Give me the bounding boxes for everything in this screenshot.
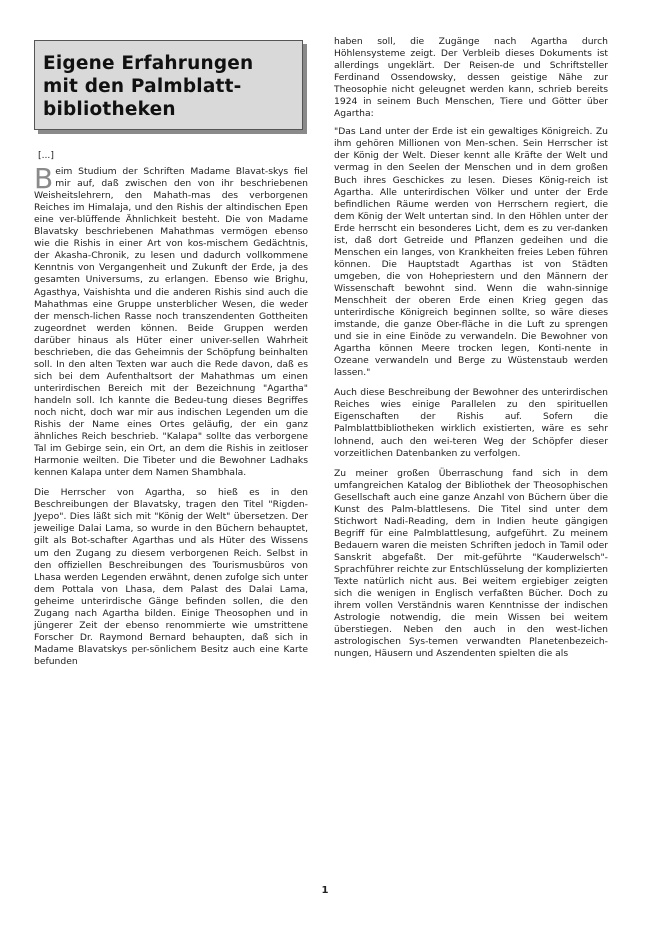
article-title: Eigene Erfahrungen mit den Palmblatt-bibliotheken — [43, 53, 254, 120]
page-number: 1 — [321, 885, 329, 896]
right-column — [334, 36, 608, 668]
paragraph-4: Zu meiner großen Überraschung fand sich in dem umfangreichen Katalog der Bibliothek der Theosophischen Gesellschaft auch eine ganze Anzahl von Büchern über die Kunst des Palm-blattlesens. Die Titel sind unter dem Stichwort Nadi-Reading, dem in Indien heute gängigen Begriff für eine Palmblattlesung, aufgeführt. Zu meinem Bedauern waren die meisten Schriften jedoch in Tamil oder Sanskrit abgefaßt. Der mit-geführte "Kauderwelsch"-Sprachführer reichte zur Entschlüsselung der komplizierten Texte natürlich nicht aus. Bei weitem ergiebiger zeigten sich die wenigen in Englisch verfaßten Bücher. Doch zu ihrem vollen Verständnis waren Kenntnisse der indischen Astrologie notwendig, die mein Wissen bei weitem überstiegen. Neben den auch in den west-lichen astrologischen Sys-temen verwandten Planetenbezeich- nungen, Häusern und Aszendenten spielten die als — [334, 467, 608, 660]
quote-paragraph: "Das Land unter der Erde ist ein gewaltiges Königreich. Zu ihm gehören Millionen von Men-schen. Sein Herrscher ist der König der Welt. Dieser kennt alle Kräfte der Welt und vermag in den Seelen der Menschen und in dem großen Buch ihres Geschickes zu lesen. Dieses König-reich ist Agartha. Alle unterirdischen Völker und unter der Erde befindlichen Räume werden von Herrschern regiert, die dem König der Welt untertan sind. In den Höhlen unter der Erde herrscht ein besonderes Licht, dem es zu ver-danken ist, daß dort Getreide und Pflanzen gedeihen und die Menschen ein langes, von Krankheiten freies Leben führen können. Die Hauptstadt Agarthas ist von Städten umgeben, die von Hohepriestern und den Männern der Wissenschaft bewohnt sind. Wenn die wahn-sinnige Menschheit der oberen Erde einen Krieg gegen das unterirdische Königreich beginnen sollte, so wäre dieses imstande, die ganze Ober-fläche in die Luft zu sprengen und sie in eine Einöde zu verwandeln. Die Bewohner von Agartha können Meere trocken legen, Konti-nente in Ozeane verwandeln und Berge zu Wüstenstaub werden lassen." — [334, 126, 608, 379]
left-column — [34, 150, 308, 676]
paragraph-3: Auch diese Beschreibung der Bewohner des unterirdischen Reiches wies einige Parallelen zu den spirituellen Eigenschaften der Rishis auf. Sofern die Palmblattbibliotheken wirklich existierten, wäre es sehr lohnend, auch den wei-teren Weg der Schöpfer dieser vorzeitlichen Datenbanken zu verfolgen. — [334, 387, 608, 459]
paragraph-1-text: eim Studium der Schriften Madame Blavat-skys fiel mir auf, daß zwischen den von ihr beschriebenen Weisheitslehrern, den Mahath-mas des verborgenen Reiches im Himalaja, und den Rishis der altindischen Epen eine ver-blüffende Ähnlichkeit besteht. Die von Madame Blavatsky beschriebenen Mahathmas vermögen ebenso wie die Rishis in einer Art von kos-mischem Gedächtnis, der Akasha-Chronik, zu lesen und dadurch vollkommene Kenntnis von Vergangenheit und Zukunft der Erde, ja des gesamten Universums, zu erlangen. Ebenso wie Brighu, Agasthya, Vaishishta und die anderen Rishis sind auch die Mahathmas eine Gruppe unsterblicher Wesen, die weder der mensch-lichen Rasse noch transzendenten Gottheiten zugeordnet werden können. Beide Gruppen werden darüber hinaus als Hüter einer univer-sellen Wahrheit beschrieben, die das Geheimnis der Schöpfung beinhalten soll. In den alten Texten war auch die Rede davon, daß es sich bei dem Aufenthaltsort der Mahathmas um einen unterirdischen Bereich mit der Bezeichnung "Agartha" handeln soll. Ich kannte die Bedeu-tung dieses Begriffes noch nicht, doch war mir aus indischen Legenden um die Rishis der Name eines Ortes geläufig, der ein ganz ähnliches Reich beschrieb. "Kalapa" sollte das verborgene Tal im Gebirge sein, ein Ort, an dem die Rishis in zeitloser Harmonie weilten. Die Tibeter und die Bewohner Ladhaks kennen Kalapa unter dem Namen Shambhala. — [34, 166, 308, 479]
ellipsis-marker: [...] — [38, 150, 54, 161]
paragraph-1 — [34, 162, 308, 479]
title-box — [34, 40, 303, 130]
drop-cap: B — [34, 162, 54, 196]
paragraph-continued: haben soll, die Zugänge nach Agartha durch Höhlensysteme zeigt. Der Verbleib dieses Dokuments ist allerdings ungeklärt. Der Reisen-de und Schriftsteller Ferdinand Ossendowsky, dessen geistige Nähe zur Theosophie nicht geleugnet werden kann, schrieb bereits 1924 in seinem Buch Menschen, Tiere und Götter über Agartha: — [334, 36, 608, 120]
paragraph-2: Die Herrscher von Agartha, so hieß es in den Beschreibungen der Blavatsky, tragen den Titel "Rigden-Jyepo". Dies läßt sich mit "König der Welt" übersetzen. Der jeweilige Dalai Lama, so wurde in den Büchern behauptet, gilt als Bot-schafter Agarthas und als Hüter des Wissens um den Zugang zu diesem verborgenen Reich. Selbst in den offiziellen Beschreibungen des Tourismusbüros von Lhasa werden Legenden erwähnt, denen zufolge sich unter dem Pottala von Lhasa, dem Palast des Dalai Lama, geheime unterirdische Gänge befinden sollen, die den Zugang nach Agartha bilden. Einige Theosophen und in jüngerer Zeit der ebenso renommierte wie umstrittene Forscher Dr. Raymond Bernard behaupten, daß sich in Madame Blavatskys per-sönlichem Besitz auch eine Karte befunden — [34, 487, 308, 667]
